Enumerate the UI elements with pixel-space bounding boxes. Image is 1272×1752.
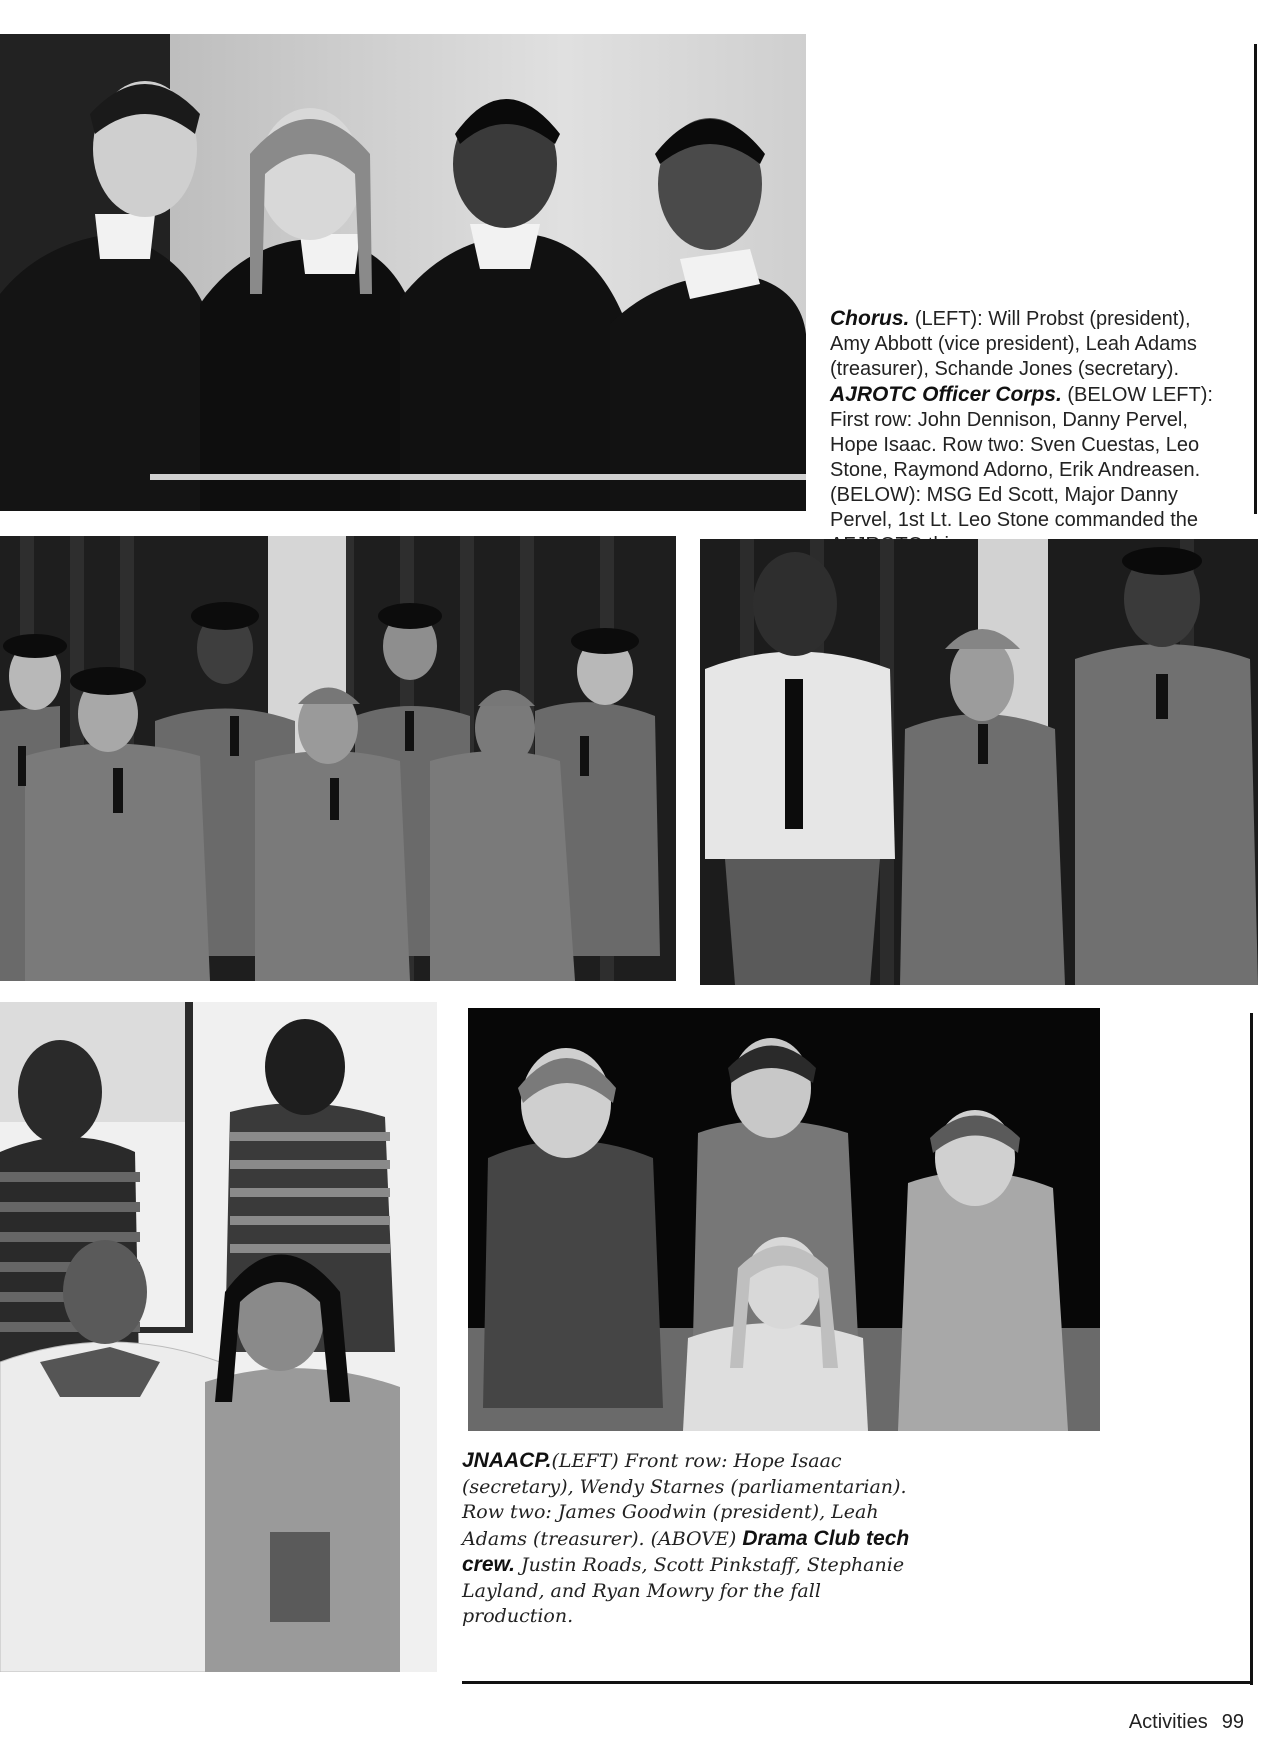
page-number: 99 (1221, 1711, 1244, 1733)
bottom-caption (462, 1448, 932, 1630)
drama-caption-text: Justin Roads, Scott Pinkstaff, Stephanie Layland, and Ryan Mowry for the fall production. (462, 1554, 905, 1627)
ajrotc-photo (0, 536, 676, 981)
jnaacp-photo (0, 1002, 437, 1672)
officers-photo (700, 539, 1258, 985)
top-caption-rule (1254, 44, 1257, 514)
section-label: Activities (1128, 1711, 1208, 1733)
chorus-caption-text: (LEFT): Will Probst (president), Amy Abbott (vice president), Leah Adams (treasurer), Schande Jones (secretary). (830, 308, 1197, 380)
chorus-heading: Chorus. (830, 307, 910, 330)
drama-photo (468, 1008, 1100, 1431)
bottom-caption-base-rule (462, 1681, 1253, 1684)
ajrotc-caption-text: (BELOW LEFT): First row: John Dennison, Danny Pervel, Hope Isaac. Row two: Sven Cuestas, Leo Stone, Raymond Adorno, Erik Andreasen. (BELOW): MSG Ed Scott, Major Danny Pervel, 1st Lt. Leo Stone commanded the (830, 384, 1213, 531)
ajrotc-heading: AJROTC Officer Corps. (830, 383, 1062, 406)
jnaacp-heading: JNAACP. (462, 1449, 552, 1472)
top-caption (830, 306, 1230, 558)
jnaacp-caption-text: (LEFT) Front row: Hope Isaac (secretary), Wendy Starnes (parliamentarian). Row two: James Goodwin (president), Leah Adams (treasurer). (ABOVE) (462, 1450, 907, 1550)
drama-heading: Drama Club tech crew. (462, 1526, 910, 1576)
chorus-photo (0, 34, 806, 511)
page-footer (1115, 1711, 1244, 1734)
bottom-caption-side-rule (1250, 1013, 1253, 1685)
